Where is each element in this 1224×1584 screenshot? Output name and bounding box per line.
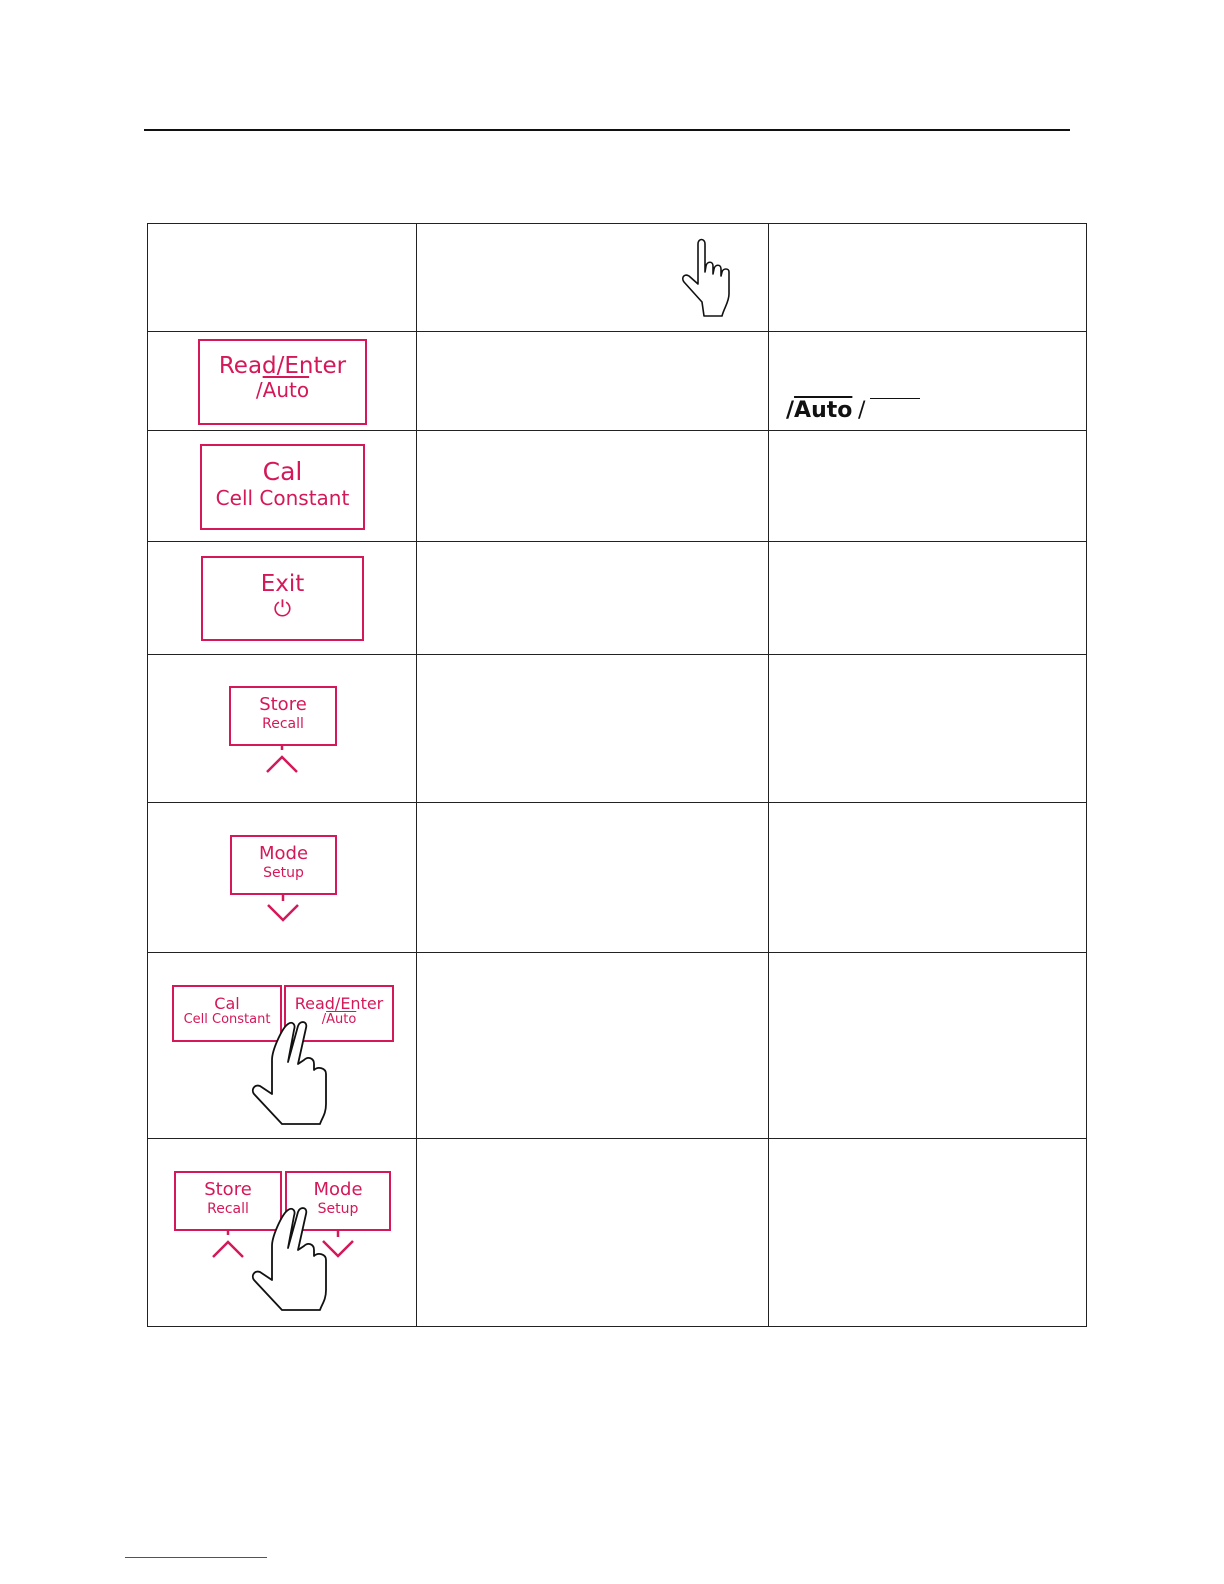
combo-cal-label: Cal	[214, 994, 240, 1013]
combo-store-label: Store	[204, 1179, 252, 1200]
slash-glyph: /	[255, 378, 263, 403]
recall-label: Recall	[262, 715, 304, 732]
combo-cell-constant-label: Cell Constant	[183, 1012, 271, 1028]
store-label: Store	[259, 694, 307, 715]
read-enter-label: Read/Enter	[218, 353, 347, 379]
exit-label: Exit	[260, 571, 305, 597]
footer-link-underline[interactable]	[125, 1557, 267, 1558]
cell-constant-label: Cell Constant	[215, 485, 350, 510]
cal-key	[200, 444, 365, 530]
header-rule	[144, 129, 1070, 131]
blank-overline	[870, 398, 920, 399]
combo-chevron-up-icon	[210, 1229, 246, 1261]
mode-label: Mode	[258, 843, 309, 864]
store-key	[229, 686, 337, 746]
mode-key	[230, 835, 337, 895]
combo-mode-label: Mode	[313, 1179, 363, 1200]
exit-key	[201, 556, 364, 641]
combo-slash-glyph: /	[321, 1012, 327, 1028]
hand-pointer-icon	[676, 232, 746, 320]
blank-slash: /	[858, 398, 866, 423]
cal-label: Cal	[262, 457, 303, 486]
two-finger-hand-icon-2	[248, 1204, 334, 1316]
power-icon: ⏻	[273, 597, 292, 623]
combo-recall-label: Recall	[207, 1200, 249, 1217]
chevron-down-icon	[265, 893, 301, 925]
combo-read-enter-label: Read/Enter	[294, 994, 384, 1013]
combo-setup-label: Setup	[317, 1200, 359, 1217]
auto-note: /Auto	[786, 398, 853, 423]
auto-label: Auto	[262, 378, 310, 403]
two-finger-hand-icon	[248, 1018, 334, 1130]
setup-label: Setup	[263, 864, 304, 881]
chevron-up-icon	[264, 744, 300, 776]
combo-auto-label: Auto	[326, 1012, 357, 1028]
read-enter-key	[198, 339, 367, 425]
